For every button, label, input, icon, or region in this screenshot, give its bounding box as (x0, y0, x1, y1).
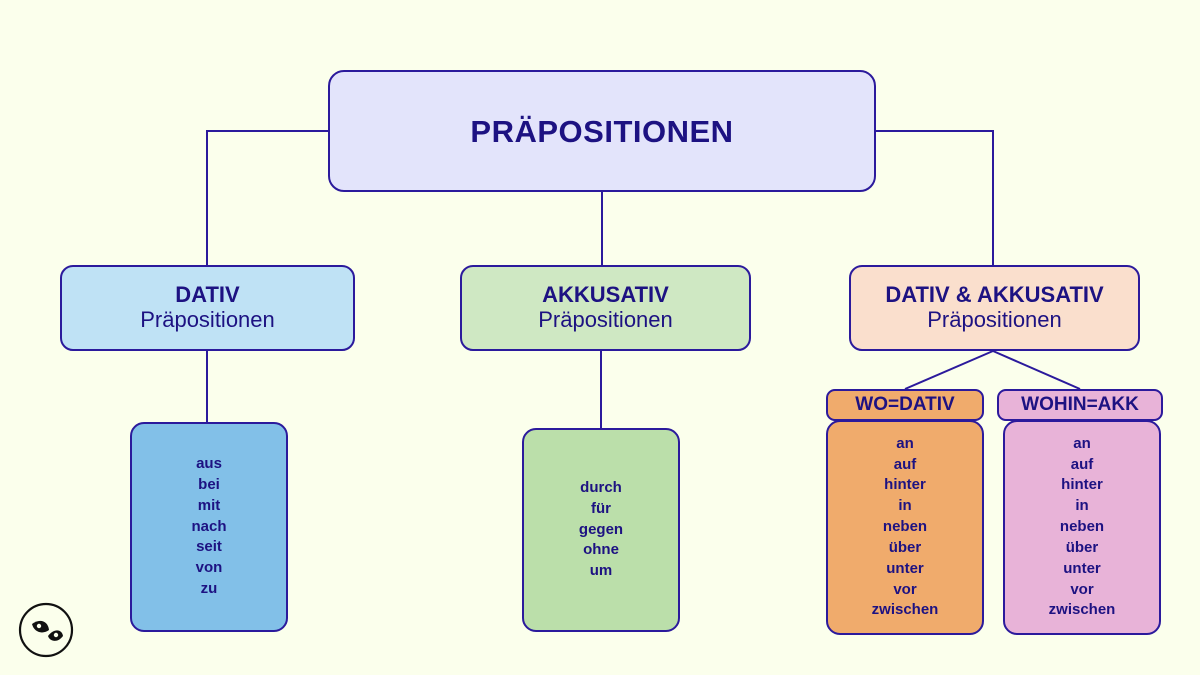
word-item: auf (1070, 455, 1094, 473)
root-node (328, 70, 876, 192)
pill-wo-label: WO=DATIV (855, 394, 955, 415)
wordlist-akkusativ (522, 428, 680, 632)
pill-wohin-akkusativ (997, 389, 1163, 421)
category-dativ-akkusativ (849, 265, 1140, 351)
word-item: vor (893, 580, 917, 598)
category-dativ-subtitle: Präpositionen (140, 307, 275, 332)
word-item: über (888, 538, 922, 556)
word-item: nach (191, 517, 227, 535)
word-item: zwischen (1048, 601, 1116, 619)
line-both-to-wohin (993, 351, 1080, 389)
word-item: aus (196, 455, 222, 473)
word-item: über (1065, 538, 1099, 556)
word-item: in (898, 497, 912, 515)
line-root-to-dativ (207, 131, 328, 141)
category-akkusativ-title: AKKUSATIV (542, 282, 669, 308)
category-akkusativ-subtitle: Präpositionen (538, 307, 673, 332)
word-item: um (589, 562, 613, 580)
word-item: an (1073, 434, 1091, 452)
word-item: neben (1059, 518, 1105, 536)
word-item: hinter (1061, 476, 1103, 494)
word-item: seit (196, 538, 222, 556)
wordlist-wohin-akkusativ (1003, 420, 1161, 635)
category-dativ (60, 265, 355, 351)
word-item: zu (200, 580, 218, 598)
word-item: zwischen (871, 601, 939, 619)
line-root-to-both (876, 131, 993, 265)
category-both-subtitle: Präpositionen (927, 307, 1062, 332)
word-item: für (591, 499, 611, 517)
word-item: vor (1070, 580, 1094, 598)
root-label: PRÄPOSITIONEN (470, 113, 734, 149)
word-item: an (896, 434, 914, 452)
category-both-title: DATIV & AKKUSATIV (885, 282, 1104, 308)
pill-wo-dativ (826, 389, 984, 421)
word-item: ohne (583, 541, 619, 559)
word-item: auf (893, 455, 917, 473)
word-item: neben (882, 518, 928, 536)
word-item: in (1075, 497, 1089, 515)
wordlist-dativ (130, 422, 288, 632)
wordlist-wo-dativ (826, 420, 984, 635)
word-item: mit (197, 496, 221, 514)
word-item: von (195, 559, 223, 577)
word-item: unter (886, 559, 924, 577)
word-item: durch (580, 478, 622, 496)
pill-wohin-label: WOHIN=AKK (1021, 394, 1139, 415)
eye-logo (18, 602, 74, 658)
word-item: hinter (884, 476, 926, 494)
category-dativ-title: DATIV (175, 282, 240, 308)
word-item: unter (1063, 559, 1101, 577)
line-both-to-wo (905, 351, 993, 389)
word-item: gegen (578, 520, 624, 538)
word-item: bei (198, 475, 220, 493)
category-akkusativ (460, 265, 751, 351)
